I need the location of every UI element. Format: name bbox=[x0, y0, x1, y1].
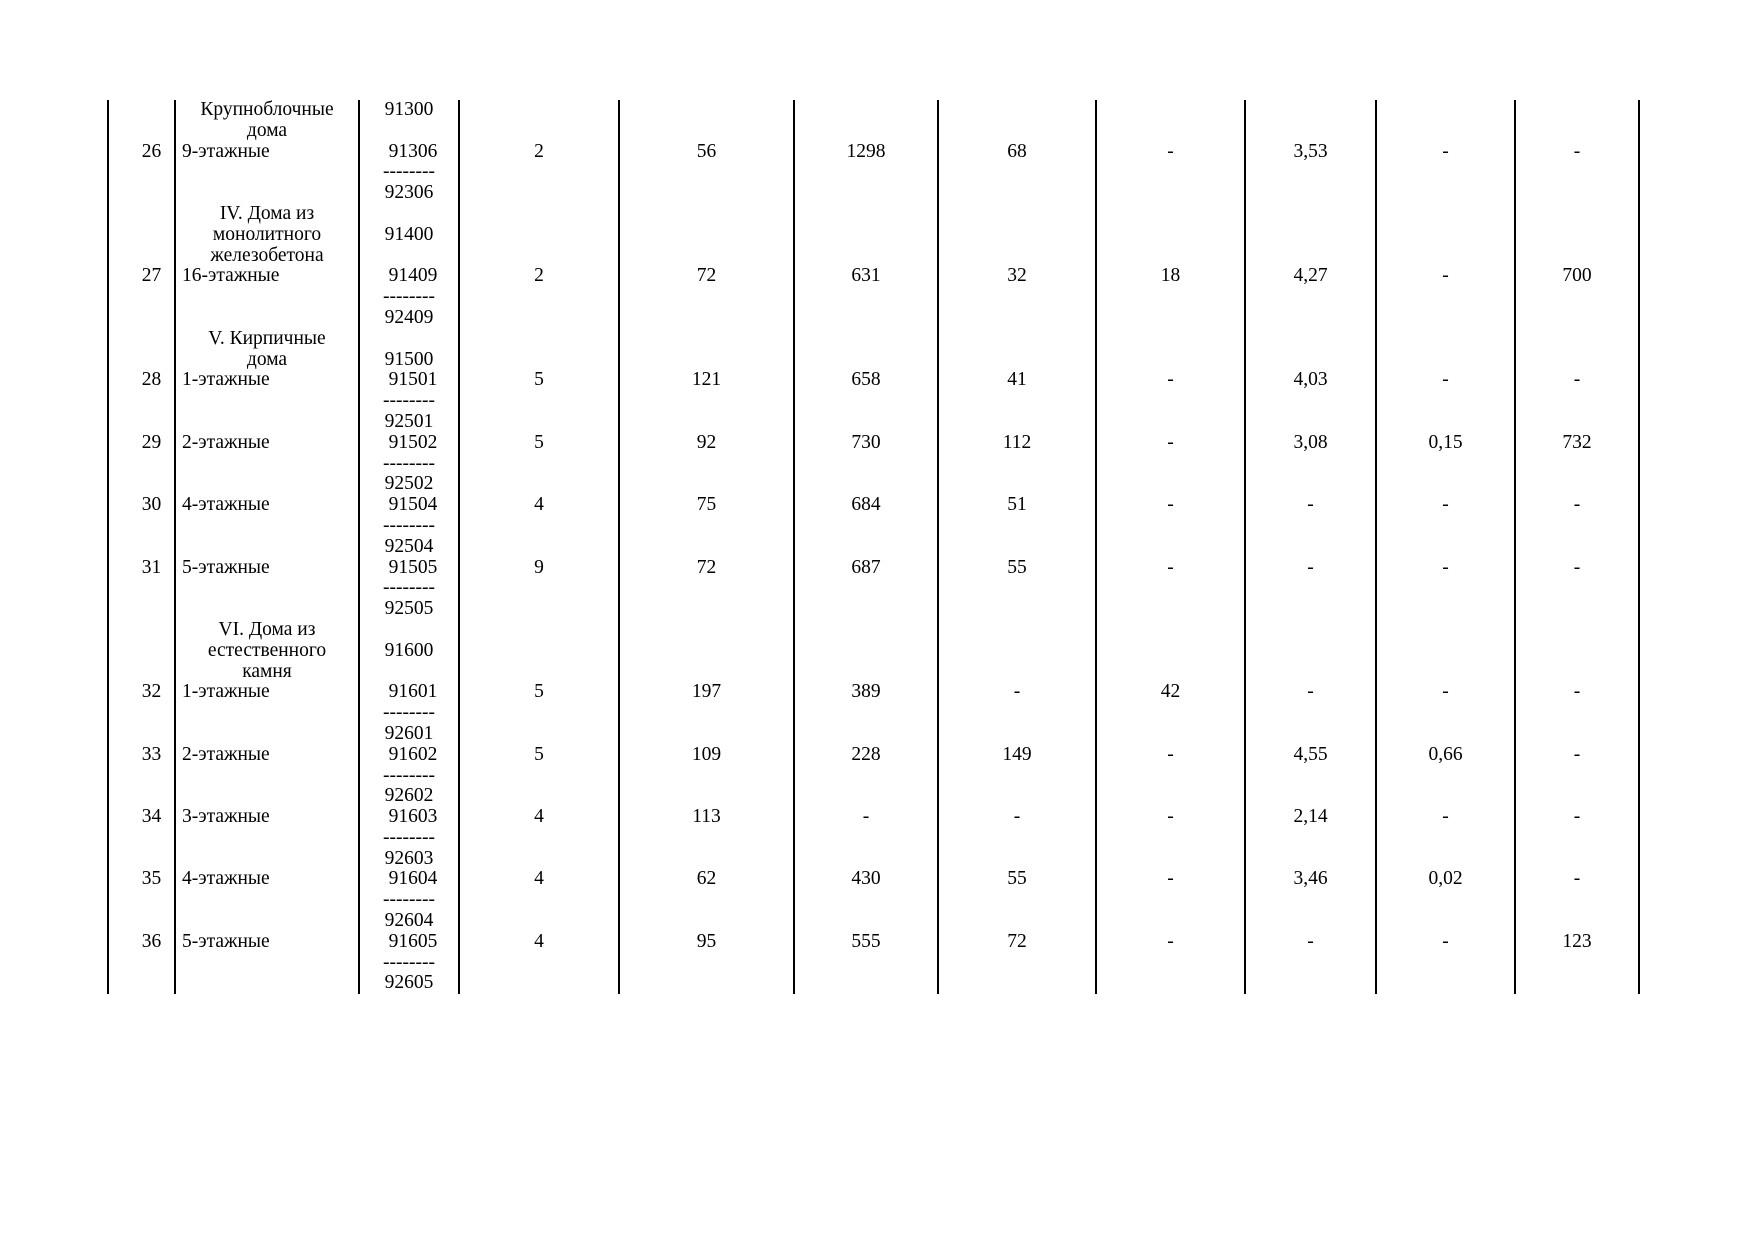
cell-value: - bbox=[1167, 140, 1174, 162]
section-header-line: железобетона bbox=[210, 244, 324, 266]
code-separator: -------- bbox=[383, 286, 435, 308]
cell-value: - bbox=[1167, 556, 1174, 578]
value-cell bbox=[1377, 495, 1516, 557]
value-cell bbox=[1246, 932, 1377, 994]
cell-value: - bbox=[1442, 930, 1449, 952]
row-number-cell bbox=[107, 620, 176, 745]
row-number: 26 bbox=[141, 140, 162, 162]
cell-value: 732 bbox=[1562, 431, 1592, 453]
code-numerator: 91505 bbox=[388, 556, 438, 578]
value-cell bbox=[1097, 329, 1246, 433]
cell-value: 3,08 bbox=[1293, 431, 1328, 453]
value-cell bbox=[939, 620, 1097, 745]
value-cell bbox=[460, 932, 620, 994]
building-type-label: 3-этажные bbox=[182, 806, 270, 828]
building-type-cell bbox=[176, 869, 360, 931]
cell-value: - bbox=[1167, 868, 1174, 890]
code-separator: -------- bbox=[383, 577, 435, 599]
cell-value: - bbox=[1573, 681, 1581, 703]
code-separator: -------- bbox=[383, 889, 435, 911]
code-denominator: 92306 bbox=[384, 182, 434, 204]
value-cell bbox=[1377, 807, 1516, 869]
value-cell bbox=[1516, 807, 1640, 869]
code-numerator: 91504 bbox=[388, 494, 438, 516]
code-cell bbox=[360, 807, 460, 869]
value-cell bbox=[1377, 932, 1516, 994]
cell-value: - bbox=[1307, 930, 1314, 952]
value-cell bbox=[1097, 745, 1246, 807]
building-type-cell bbox=[176, 558, 360, 620]
section-header-line: V. Кирпичные bbox=[208, 327, 326, 349]
value-cell bbox=[1377, 745, 1516, 807]
cell-value: 5 bbox=[534, 743, 544, 765]
value-cell bbox=[1377, 329, 1516, 433]
code-numerator: 91602 bbox=[388, 743, 438, 765]
value-cell bbox=[1097, 620, 1246, 745]
line-spacer bbox=[360, 662, 458, 683]
building-type-cell bbox=[176, 495, 360, 557]
value-cell bbox=[620, 204, 795, 329]
value-cell bbox=[1097, 558, 1246, 620]
cell-value: 56 bbox=[696, 140, 717, 162]
cell-value: 112 bbox=[1002, 431, 1032, 453]
value-cell bbox=[620, 558, 795, 620]
code-cell bbox=[360, 329, 460, 433]
cell-value: - bbox=[1573, 806, 1581, 828]
code-numerator: 91605 bbox=[388, 930, 438, 952]
code-denominator: 92602 bbox=[384, 785, 434, 807]
value-cell bbox=[1377, 869, 1516, 931]
cell-value: 149 bbox=[1002, 743, 1032, 765]
line-spacer bbox=[360, 620, 458, 641]
value-cell bbox=[620, 433, 795, 495]
value-cell bbox=[1516, 204, 1640, 329]
cell-value: 4 bbox=[534, 868, 544, 890]
value-cell bbox=[620, 932, 795, 994]
value-cell bbox=[795, 745, 939, 807]
cell-value: - bbox=[1442, 494, 1449, 516]
cell-value: 42 bbox=[1160, 681, 1181, 703]
cell-value: 3,53 bbox=[1293, 140, 1328, 162]
value-cell bbox=[460, 100, 620, 204]
value-cell bbox=[1377, 433, 1516, 495]
housing-table bbox=[107, 100, 1640, 994]
code-cell bbox=[360, 204, 460, 329]
code-cell bbox=[360, 745, 460, 807]
cell-value: 92 bbox=[696, 431, 717, 453]
code-separator: -------- bbox=[383, 161, 435, 183]
row-number-cell bbox=[107, 807, 176, 869]
value-cell bbox=[1097, 204, 1246, 329]
code-denominator: 92601 bbox=[384, 722, 434, 744]
value-cell bbox=[1516, 932, 1640, 994]
section-header-line: Крупноблочные bbox=[200, 99, 334, 120]
building-type-label: 9-этажные bbox=[182, 140, 270, 162]
cell-value: 0,66 bbox=[1428, 743, 1463, 765]
row-number-cell bbox=[107, 869, 176, 931]
cell-value: 555 bbox=[851, 930, 881, 952]
value-cell bbox=[1516, 620, 1640, 745]
row-number-cell bbox=[107, 204, 176, 329]
value-cell bbox=[1246, 329, 1377, 433]
section-header-line: IV. Дома из bbox=[219, 202, 315, 224]
value-cell bbox=[1516, 558, 1640, 620]
value-cell bbox=[795, 433, 939, 495]
value-cell bbox=[939, 869, 1097, 931]
cell-value: 430 bbox=[851, 868, 881, 890]
code-separator: -------- bbox=[383, 514, 435, 536]
cell-value: - bbox=[1307, 681, 1314, 703]
row-number: 35 bbox=[141, 868, 162, 890]
cell-value: - bbox=[1167, 431, 1174, 453]
cell-value: - bbox=[1573, 743, 1581, 765]
cell-value: - bbox=[1442, 265, 1449, 287]
value-cell bbox=[620, 495, 795, 557]
value-cell bbox=[1097, 807, 1246, 869]
value-cell bbox=[1377, 558, 1516, 620]
code-denominator: 92604 bbox=[384, 910, 434, 932]
value-cell bbox=[1246, 620, 1377, 745]
value-cell bbox=[1097, 869, 1246, 931]
code-numerator: 91501 bbox=[388, 369, 438, 391]
cell-value: 197 bbox=[691, 681, 722, 703]
value-cell bbox=[939, 329, 1097, 433]
line-spacer bbox=[360, 329, 458, 350]
code-numerator: 91502 bbox=[388, 431, 438, 453]
row-number-cell bbox=[107, 495, 176, 557]
cell-value: 684 bbox=[851, 494, 881, 516]
value-cell bbox=[939, 932, 1097, 994]
cell-value: 4,27 bbox=[1293, 265, 1328, 287]
value-cell bbox=[795, 100, 939, 204]
row-number-cell bbox=[107, 745, 176, 807]
code-denominator: 92502 bbox=[384, 473, 434, 495]
cell-value: 4,03 bbox=[1293, 369, 1328, 391]
value-cell bbox=[620, 869, 795, 931]
cell-value: - bbox=[1573, 556, 1581, 578]
cell-value: 72 bbox=[1007, 930, 1027, 952]
cell-value: - bbox=[1013, 806, 1021, 828]
code-cell bbox=[360, 100, 460, 204]
value-cell bbox=[460, 329, 620, 433]
cell-value: - bbox=[1442, 369, 1449, 391]
value-cell bbox=[460, 204, 620, 329]
cell-value: - bbox=[862, 806, 870, 828]
value-cell bbox=[1246, 745, 1377, 807]
value-cell bbox=[1516, 745, 1640, 807]
line-spacer bbox=[360, 246, 458, 267]
building-type-label: 5-этажные bbox=[182, 556, 270, 578]
cell-value: 5 bbox=[534, 431, 544, 453]
value-cell bbox=[620, 329, 795, 433]
value-cell bbox=[1097, 495, 1246, 557]
value-cell bbox=[620, 620, 795, 745]
code-separator: -------- bbox=[383, 764, 435, 786]
building-type-cell bbox=[176, 100, 360, 204]
cell-value: - bbox=[1307, 556, 1314, 578]
row-number: 32 bbox=[141, 681, 162, 703]
cell-value: 72 bbox=[696, 556, 717, 578]
cell-value: 2,14 bbox=[1293, 806, 1328, 828]
value-cell bbox=[460, 869, 620, 931]
cell-value: 113 bbox=[692, 806, 721, 828]
cell-value: 41 bbox=[1007, 369, 1027, 391]
code-numerator: 91409 bbox=[388, 265, 438, 287]
cell-value: 2 bbox=[534, 265, 544, 287]
cell-value: 0,02 bbox=[1428, 868, 1463, 890]
value-cell bbox=[1516, 433, 1640, 495]
value-cell bbox=[620, 100, 795, 204]
value-cell bbox=[795, 620, 939, 745]
building-type-cell bbox=[176, 204, 360, 329]
cell-value: 51 bbox=[1007, 494, 1027, 516]
building-type-label: 2-этажные bbox=[182, 743, 270, 765]
cell-value: 62 bbox=[696, 868, 717, 890]
value-cell bbox=[939, 433, 1097, 495]
cell-value: - bbox=[1442, 681, 1449, 703]
value-cell bbox=[1516, 100, 1640, 204]
code-numerator: 91603 bbox=[388, 806, 438, 828]
cell-value: - bbox=[1167, 494, 1174, 516]
cell-value: 4 bbox=[534, 806, 544, 828]
value-cell bbox=[1516, 329, 1640, 433]
value-cell bbox=[1516, 869, 1640, 931]
value-cell bbox=[1097, 100, 1246, 204]
section-header-line: естественного bbox=[207, 639, 327, 661]
cell-value: 32 bbox=[1007, 265, 1027, 287]
cell-value: 631 bbox=[851, 265, 881, 287]
value-cell bbox=[1377, 620, 1516, 745]
cell-value: 121 bbox=[691, 369, 722, 391]
value-cell bbox=[460, 495, 620, 557]
value-cell bbox=[460, 433, 620, 495]
row-number-cell bbox=[107, 932, 176, 994]
row-number: 31 bbox=[141, 556, 162, 578]
cell-value: - bbox=[1167, 369, 1174, 391]
building-type-cell bbox=[176, 807, 360, 869]
value-cell bbox=[795, 558, 939, 620]
code-denominator: 92409 bbox=[384, 306, 434, 328]
code-separator: -------- bbox=[383, 826, 435, 848]
building-type-cell bbox=[176, 932, 360, 994]
value-cell bbox=[1246, 100, 1377, 204]
value-cell bbox=[1246, 204, 1377, 329]
building-type-label: 4-этажные bbox=[182, 868, 270, 890]
value-cell bbox=[1377, 204, 1516, 329]
code-base: 91500 bbox=[384, 348, 434, 370]
cell-value: - bbox=[1167, 806, 1174, 828]
cell-value: 55 bbox=[1007, 868, 1027, 890]
code-numerator: 91306 bbox=[388, 140, 438, 162]
value-cell bbox=[939, 100, 1097, 204]
section-header-line: VI. Дома из bbox=[218, 618, 316, 640]
section-header-line: монолитного bbox=[212, 223, 322, 245]
cell-value: 1298 bbox=[846, 140, 886, 162]
section-header-line: дома bbox=[246, 119, 288, 141]
value-cell bbox=[1097, 433, 1246, 495]
row-number: 33 bbox=[141, 743, 162, 765]
cell-value: - bbox=[1573, 494, 1581, 516]
code-separator: -------- bbox=[383, 390, 435, 412]
cell-value: - bbox=[1442, 556, 1449, 578]
value-cell bbox=[460, 558, 620, 620]
row-number: 36 bbox=[141, 930, 162, 952]
value-cell bbox=[939, 807, 1097, 869]
value-cell bbox=[1097, 932, 1246, 994]
code-base: 91300 bbox=[384, 99, 434, 120]
value-cell bbox=[620, 807, 795, 869]
cell-value: 55 bbox=[1007, 556, 1027, 578]
cell-value: - bbox=[1573, 140, 1581, 162]
cell-value: 700 bbox=[1562, 265, 1592, 287]
value-cell bbox=[795, 807, 939, 869]
building-type-label: 1-этажные bbox=[182, 681, 270, 703]
code-cell bbox=[360, 558, 460, 620]
value-cell bbox=[620, 745, 795, 807]
building-type-cell bbox=[176, 745, 360, 807]
value-cell bbox=[795, 329, 939, 433]
code-numerator: 91604 bbox=[388, 868, 438, 890]
building-type-label: 16-этажные bbox=[182, 265, 280, 287]
value-cell bbox=[1246, 869, 1377, 931]
cell-value: 4 bbox=[534, 930, 544, 952]
row-number-cell bbox=[107, 433, 176, 495]
value-cell bbox=[795, 495, 939, 557]
cell-value: 687 bbox=[851, 556, 881, 578]
cell-value: - bbox=[1573, 868, 1581, 890]
row-number: 28 bbox=[141, 369, 162, 391]
code-separator: -------- bbox=[383, 702, 435, 724]
code-denominator: 92505 bbox=[384, 598, 434, 620]
cell-value: 72 bbox=[696, 265, 717, 287]
value-cell bbox=[1246, 495, 1377, 557]
cell-value: 730 bbox=[851, 431, 881, 453]
building-type-cell bbox=[176, 620, 360, 745]
code-cell bbox=[360, 620, 460, 745]
code-denominator: 92603 bbox=[384, 847, 434, 869]
row-number: 34 bbox=[141, 806, 162, 828]
code-denominator: 92504 bbox=[384, 535, 434, 557]
row-number-cell bbox=[107, 329, 176, 433]
building-type-cell bbox=[176, 433, 360, 495]
value-cell bbox=[1516, 495, 1640, 557]
value-cell bbox=[939, 204, 1097, 329]
cell-value: - bbox=[1167, 930, 1174, 952]
cell-value: - bbox=[1442, 140, 1449, 162]
value-cell bbox=[1246, 433, 1377, 495]
building-type-label: 2-этажные bbox=[182, 431, 270, 453]
value-cell bbox=[795, 204, 939, 329]
value-cell bbox=[460, 620, 620, 745]
cell-value: - bbox=[1167, 743, 1174, 765]
cell-value: 75 bbox=[696, 494, 717, 516]
value-cell bbox=[1246, 807, 1377, 869]
cell-value: - bbox=[1442, 806, 1449, 828]
row-number-cell bbox=[107, 100, 176, 204]
code-cell bbox=[360, 869, 460, 931]
value-cell bbox=[1246, 558, 1377, 620]
code-separator: -------- bbox=[383, 951, 435, 973]
building-type-cell bbox=[176, 329, 360, 433]
cell-value: 2 bbox=[534, 140, 544, 162]
building-type-label: 4-этажные bbox=[182, 494, 270, 516]
cell-value: - bbox=[1307, 494, 1314, 516]
cell-value: 658 bbox=[851, 369, 881, 391]
code-denominator: 92501 bbox=[384, 410, 434, 432]
row-number: 30 bbox=[141, 494, 162, 516]
cell-value: 109 bbox=[691, 743, 722, 765]
row-number: 29 bbox=[141, 431, 162, 453]
section-header-line: камня bbox=[242, 660, 292, 682]
cell-value: 3,46 bbox=[1293, 868, 1328, 890]
cell-value: 95 bbox=[696, 930, 717, 952]
cell-value: - bbox=[1013, 681, 1021, 703]
code-base: 91600 bbox=[384, 639, 434, 661]
value-cell bbox=[460, 807, 620, 869]
value-cell bbox=[795, 932, 939, 994]
value-cell bbox=[939, 745, 1097, 807]
value-cell bbox=[939, 495, 1097, 557]
code-base: 91400 bbox=[384, 223, 434, 245]
building-type-label: 1-этажные bbox=[182, 369, 270, 391]
cell-value: 389 bbox=[851, 681, 881, 703]
line-spacer bbox=[360, 121, 458, 142]
cell-value: 4,55 bbox=[1293, 743, 1328, 765]
code-cell bbox=[360, 433, 460, 495]
cell-value: 4 bbox=[534, 494, 544, 516]
section-header-line: дома bbox=[246, 348, 288, 370]
code-separator: -------- bbox=[383, 452, 435, 474]
cell-value: 123 bbox=[1562, 930, 1592, 952]
value-cell bbox=[795, 869, 939, 931]
code-denominator: 92605 bbox=[384, 972, 434, 994]
cell-value: 5 bbox=[534, 681, 544, 703]
line-spacer bbox=[360, 204, 458, 225]
cell-value: 0,15 bbox=[1428, 431, 1463, 453]
code-cell bbox=[360, 932, 460, 994]
value-cell bbox=[939, 558, 1097, 620]
code-numerator: 91601 bbox=[388, 681, 438, 703]
cell-value: 5 bbox=[534, 369, 544, 391]
row-number: 27 bbox=[141, 265, 162, 287]
cell-value: - bbox=[1573, 369, 1581, 391]
cell-value: 68 bbox=[1007, 140, 1027, 162]
code-cell bbox=[360, 495, 460, 557]
row-number-cell bbox=[107, 558, 176, 620]
value-cell bbox=[460, 745, 620, 807]
cell-value: 9 bbox=[534, 556, 544, 578]
value-cell bbox=[1377, 100, 1516, 204]
cell-value: 228 bbox=[851, 743, 881, 765]
cell-value: 18 bbox=[1160, 265, 1181, 287]
building-type-label: 5-этажные bbox=[182, 930, 270, 952]
